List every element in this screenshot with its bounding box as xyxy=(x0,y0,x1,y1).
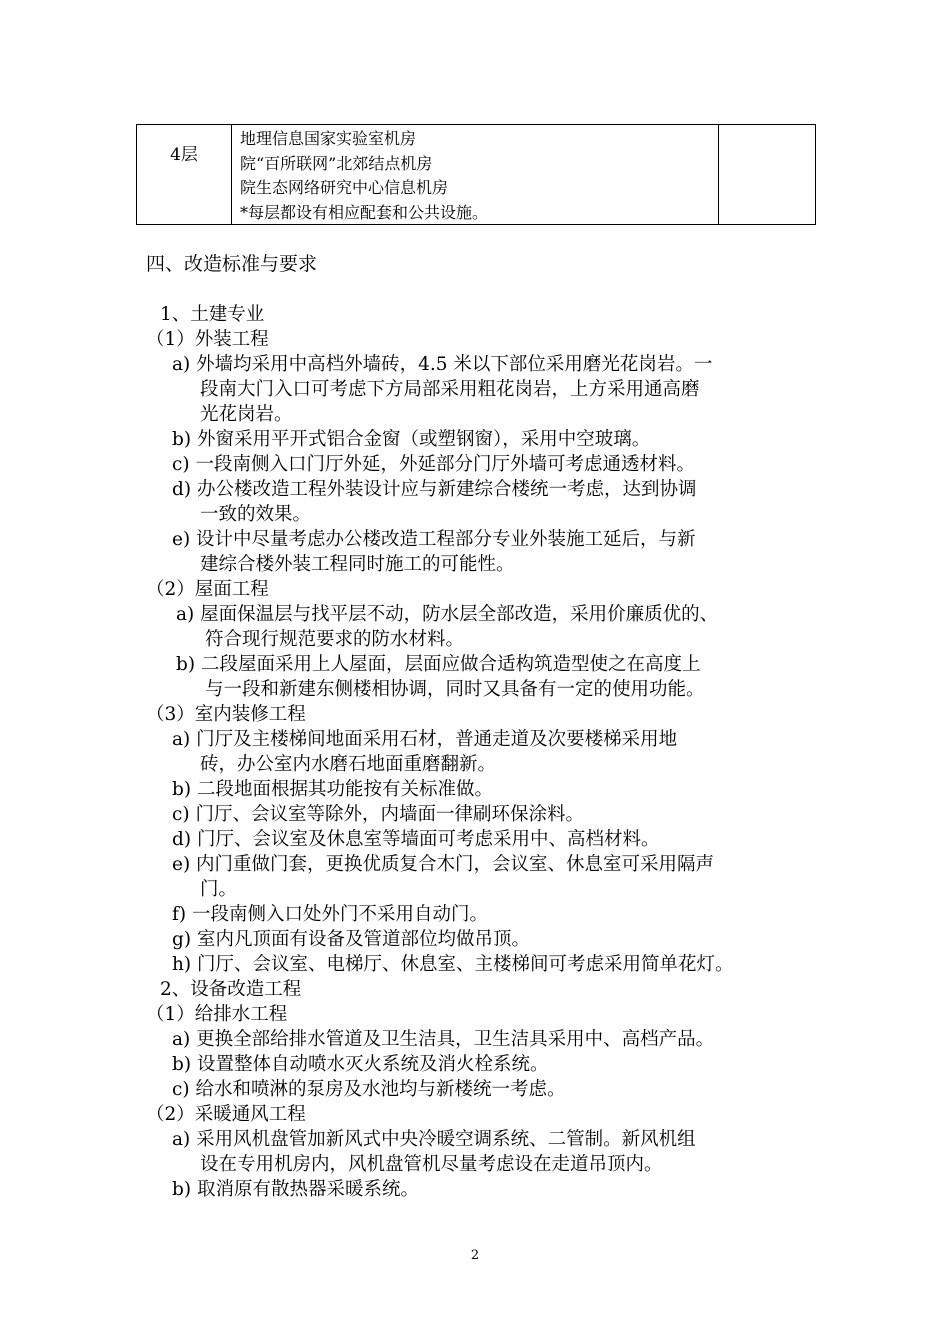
list-item: d) 门厅、会议室及休息室等墙面可考虑采用中、高档材料。 xyxy=(172,829,660,850)
list-item: b) 外窗采用平开式铝合金窗（或塑钢窗），采用中空玻璃。 xyxy=(172,429,651,450)
list-item-continuation: 建综合楼外装工程同时施工的可能性。 xyxy=(200,554,515,575)
list-item: c) 门厅、会议室等除外，内墙面一律刷环保涂料。 xyxy=(172,804,584,825)
list-item: c) 一段南侧入口门厅外延，外延部分门厅外墙可考虑通透材料。 xyxy=(172,454,695,475)
list-item: c) 给水和喷淋的泵房及水池均与新楼统一考虑。 xyxy=(172,1079,566,1100)
list-item: g) 室内凡顶面有设备及管道部位均做吊顶。 xyxy=(172,929,530,950)
page-number: 2 xyxy=(470,1248,480,1263)
list-item-continuation: 砖，办公室内水磨石地面重磨翻新。 xyxy=(200,754,497,775)
list-item: e) 设计中尽量考虑办公楼改造工程部分专业外装施工延后，与新 xyxy=(172,529,696,550)
list-item-continuation: 门。 xyxy=(200,879,238,900)
list-item-continuation: 符合现行规范要求的防水材料。 xyxy=(205,629,465,650)
table-note: *每层都设有相应配套和公共设施。 xyxy=(240,202,489,222)
list-item: a) 门厅及主楼梯间地面采用石材，普通走道及次要楼梯采用地 xyxy=(172,729,678,750)
room-item: 地理信息国家实验室机房 xyxy=(240,129,417,148)
table-column-divider xyxy=(718,125,719,224)
item-heading: （1）外装工程 xyxy=(146,329,269,350)
list-item-continuation: 段南大门入口可考虑下方局部采用粗花岗岩，上方采用通高磨 xyxy=(200,379,700,400)
list-item: b) 设置整体自动喷水灭火系统及消火栓系统。 xyxy=(172,1054,549,1075)
list-item-continuation: 一致的效果。 xyxy=(200,504,312,525)
list-item: b) 二段地面根据其功能按有关标准做。 xyxy=(172,779,493,800)
list-item-continuation: 与一段和新建东侧楼相协调，同时又具备有一定的使用功能。 xyxy=(205,679,705,700)
list-item: a) 采用风机盘管加新风式中央冷暖空调系统、二管制。新风机组 xyxy=(172,1129,696,1150)
subsection-heading: 1、土建专业 xyxy=(160,304,265,325)
list-item: e) 内门重做门套，更换优质复合木门，会议室、休息室可采用隔声 xyxy=(172,854,715,875)
list-item: a) 屋面保温层与找平层不动，防水层全部改造，采用价廉质优的、 xyxy=(176,604,719,625)
item-heading: （2）屋面工程 xyxy=(146,579,269,600)
list-item: a) 更换全部给排水管道及卫生洁具，卫生洁具采用中、高档产品。 xyxy=(172,1029,715,1050)
list-item: h) 门厅、会议室、电梯厅、休息室、主楼梯间可考虑采用简单花灯。 xyxy=(172,954,734,975)
table-column-divider xyxy=(231,125,232,224)
list-item-continuation: 设在专用机房内，风机盘管机尽量考虑设在走道吊顶内。 xyxy=(200,1154,663,1175)
list-item: f) 一段南侧入口处外门不采用自动门。 xyxy=(172,904,488,925)
floor-table xyxy=(136,124,816,225)
floor-label: 4层 xyxy=(170,145,198,165)
item-heading: （1）给排水工程 xyxy=(146,1004,288,1025)
item-heading: （3）室内装修工程 xyxy=(146,704,306,725)
list-item: b) 二段屋面采用上人屋面，层面应做合适构筑造型使之在高度上 xyxy=(176,654,701,675)
list-item-continuation: 光花岗岩。 xyxy=(200,404,293,425)
subsection-heading: 2、设备改造工程 xyxy=(160,979,302,1000)
room-item: 院生态网络研究中心信息机房 xyxy=(240,178,449,197)
section-title: 四、改造标准与要求 xyxy=(146,253,318,275)
item-heading: （2）采暖通风工程 xyxy=(146,1104,306,1125)
list-item: b) 取消原有散热器采暖系统。 xyxy=(172,1179,419,1200)
room-item: 院“百所联网”北郊结点机房 xyxy=(240,153,433,173)
list-item: d) 办公楼改造工程外装设计应与新建综合楼统一考虑，达到协调 xyxy=(172,479,697,500)
list-item: a) 外墙均采用中高档外墙砖，4.5 米以下部位采用磨光花岗岩。一 xyxy=(172,354,713,375)
room-list xyxy=(240,127,488,225)
